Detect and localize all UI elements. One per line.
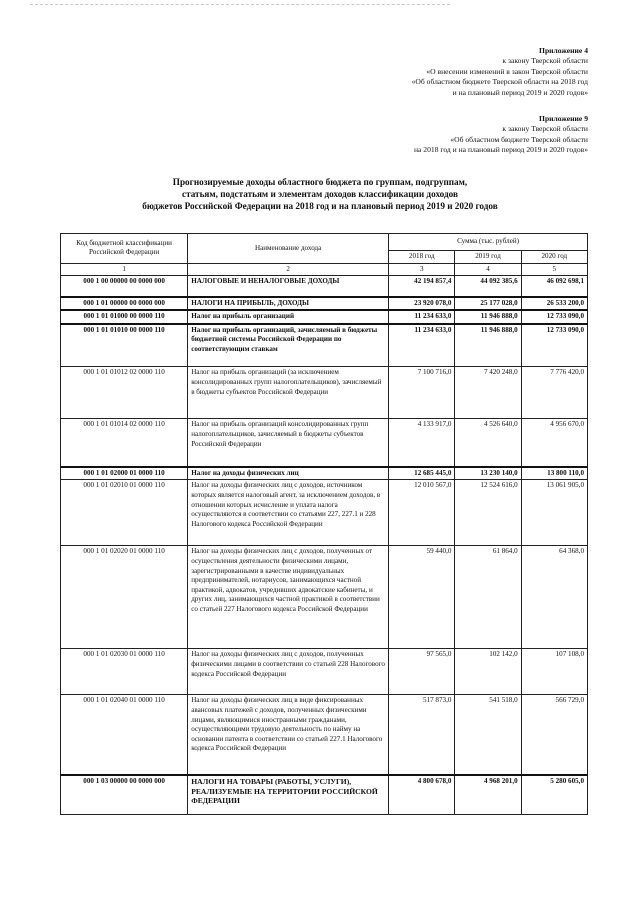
row-value-2018: 12 685 445,0: [389, 467, 455, 480]
title-line: бюджетов Российской Федерации на 2018 год и на плановый период 2019 и 2020 годов: [142, 201, 498, 212]
appendix-9-line: на 2018 год и на плановый период 2019 и 2020 годов»: [413, 145, 588, 155]
row-name: НАЛОГИ НА ПРИБЫЛЬ, ДОХОДЫ: [188, 297, 389, 311]
column-index: 3: [389, 263, 455, 276]
appendix-4-title: Приложение 4: [539, 46, 588, 55]
row-value-2019: 11 946 888,0: [455, 324, 521, 367]
row-value-2020: 13 061 905,0: [521, 480, 587, 546]
row-value-2020: 12 733 090,0: [521, 324, 587, 367]
row-name: Налог на доходы физических лиц с доходов, полученных физическими лицами в соответствии со статьей 228 Налогового кодекса Российской Федерации: [188, 649, 389, 695]
row-code: 000 1 01 01014 02 0000 110: [61, 419, 188, 467]
row-code: 000 1 01 01010 00 0000 110: [61, 324, 188, 367]
title-line: статьям, подстатьям и элементам доходов классификации доходов: [182, 189, 458, 200]
row-value-2018: 4 133 917,0: [389, 419, 455, 467]
row-value-2018: 11 234 633,0: [389, 310, 455, 324]
row-code: 000 1 01 02010 01 0000 110: [61, 480, 188, 546]
header-code: Код бюджетной классификации Российской Федерации: [61, 234, 188, 264]
row-code: 000 1 01 00000 00 0000 000: [61, 297, 188, 311]
appendix-4-line: к закону Тверской области: [502, 56, 588, 66]
table-row: [61, 367, 588, 419]
row-code: 000 1 00 00000 00 0000 000: [61, 276, 188, 297]
row-value-2018: 23 920 078,0: [389, 297, 455, 311]
appendix-9-line: к закону Тверской области: [502, 124, 588, 134]
header-year: 2020 год: [521, 251, 587, 264]
row-value-2020: 26 533 200,0: [521, 297, 587, 311]
row-value-2018: 11 234 633,0: [389, 324, 455, 367]
row-name: НАЛОГОВЫЕ И НЕНАЛОГОВЫЕ ДОХОДЫ: [188, 276, 389, 297]
header-sum: Сумма (тыс. рублей): [389, 234, 588, 251]
row-value-2019: 13 230 140,0: [455, 467, 521, 480]
table-header-row: [61, 234, 588, 251]
row-name: Налог на прибыль организаций: [188, 310, 389, 324]
table-row: [61, 480, 588, 546]
row-value-2018: 42 194 857,4: [389, 276, 455, 297]
row-value-2019: 4 968 201,0: [455, 775, 521, 815]
table-row: [61, 775, 588, 815]
row-name: Налог на доходы физических лиц: [188, 467, 389, 480]
appendix-4-block: [412, 46, 588, 98]
row-value-2020: 566 729,0: [521, 695, 587, 775]
row-value-2020: 13 800 110,0: [521, 467, 587, 480]
table-row: [61, 324, 588, 367]
row-value-2018: 517 873,0: [389, 695, 455, 775]
row-code: 000 1 01 02020 01 0000 110: [61, 546, 188, 649]
appendix-9-line: «Об областном бюджете Тверской области: [450, 134, 588, 144]
table-row: [61, 297, 588, 311]
row-name: Налог на доходы физических лиц в виде фиксированных авансовых платежей с доходов, полученных физическими лицами, являющимися иностранными гражданами, осуществляющими трудовую деятельность по найму на основании патента в соответствии со статьей 227.1 Налогового кодекса Российской Федерации: [188, 695, 389, 775]
column-index: 5: [521, 263, 587, 276]
document-title: [60, 176, 580, 213]
revenue-table: [60, 233, 588, 815]
table-row: [61, 467, 588, 480]
row-name: Налог на прибыль организаций консолидированных групп налогоплательщиков, зачисляемый в бюджеты субъектов Российской Федерации: [188, 419, 389, 467]
header-name: Наименование дохода: [188, 234, 389, 264]
row-value-2019: 4 526 640,0: [455, 419, 521, 467]
row-value-2020: 4 956 670,0: [521, 419, 587, 467]
row-value-2020: 5 280 605,0: [521, 775, 587, 815]
row-value-2019: 25 177 028,0: [455, 297, 521, 311]
row-value-2019: 12 524 616,0: [455, 480, 521, 546]
table-row: [61, 546, 588, 649]
row-value-2020: 46 092 698,1: [521, 276, 587, 297]
row-value-2018: 97 565,0: [389, 649, 455, 695]
row-code: 000 1 01 02030 01 0000 110: [61, 649, 188, 695]
row-value-2019: 541 518,0: [455, 695, 521, 775]
row-value-2019: 44 092 385,6: [455, 276, 521, 297]
row-code: 000 1 03 00000 00 0000 000: [61, 775, 188, 815]
table-row: [61, 649, 588, 695]
row-name: НАЛОГИ НА ТОВАРЫ (РАБОТЫ, УСЛУГИ), РЕАЛИЗУЕМЫЕ НА ТЕРРИТОРИИ РОССИЙСКОЙ ФЕДЕРАЦИИ: [188, 775, 389, 815]
table-row: [61, 276, 588, 297]
header-year: 2019 год: [455, 251, 521, 264]
row-value-2018: 4 800 678,0: [389, 775, 455, 815]
row-value-2020: 107 108,0: [521, 649, 587, 695]
row-name: Налог на доходы физических лиц с доходов, источником которых является налоговый агент, за исключением доходов, в отношении которых исчисление и уплата налога осуществляются в соответствии со статьями 227, 227.1 и 228 Налогового кодекса Российской Федерации: [188, 480, 389, 546]
row-name: Налог на прибыль организаций, зачисляемый в бюджеты бюджетной системы Российской Федерации по соответствующим ставкам: [188, 324, 389, 367]
table-row: [61, 419, 588, 467]
appendix-9-title: Приложение 9: [539, 114, 588, 123]
appendix-4-line: и на плановый период 2019 и 2020 годов»: [452, 87, 588, 97]
column-index-row: [61, 263, 588, 276]
header-year: 2018 год: [389, 251, 455, 264]
row-value-2019: 11 946 888,0: [455, 310, 521, 324]
row-code: 000 1 01 02000 01 0000 110: [61, 467, 188, 480]
row-value-2018: 7 100 716,0: [389, 367, 455, 419]
row-name: Налог на прибыль организаций (за исключением консолидированных групп налогоплательщиков), зачисляемый в бюджеты субъектов Российской Федерации: [188, 367, 389, 419]
column-index: 4: [455, 263, 521, 276]
table-row: [61, 310, 588, 324]
row-value-2020: 7 776 420,0: [521, 367, 587, 419]
scan-artifact-line: [30, 4, 450, 6]
column-index: 2: [188, 263, 389, 276]
row-value-2018: 59 440,0: [389, 546, 455, 649]
row-code: 000 1 01 01000 00 0000 110: [61, 310, 188, 324]
row-value-2019: 61 864,0: [455, 546, 521, 649]
appendix-4-line: «Об областном бюджете Тверской области на 2018 год: [411, 77, 588, 87]
appendix-9-block: [414, 114, 588, 156]
row-name: Налог на доходы физических лиц с доходов, полученных от осуществления деятельности физическими лицами, зарегистрированными в качестве индивидуальных предпринимателей, нотариусов, занимающихся частной практикой, адвокатов, учредивших адвокатские кабинеты, и других лиц, занимающихся частной практикой в соответствии со статьей 227 Налогового кодекса Российской Федерации: [188, 546, 389, 649]
row-value-2020: 12 733 090,0: [521, 310, 587, 324]
row-code: 000 1 01 02040 01 0000 110: [61, 695, 188, 775]
row-value-2019: 7 420 248,0: [455, 367, 521, 419]
row-value-2019: 102 142,0: [455, 649, 521, 695]
row-value-2020: 64 368,0: [521, 546, 587, 649]
row-value-2018: 12 010 567,0: [389, 480, 455, 546]
column-index: 1: [61, 263, 188, 276]
appendix-4-line: «О внесении изменений в закон Тверской области: [426, 66, 588, 76]
title-line: Прогнозируемые доходы областного бюджета по группам, подгруппам,: [172, 177, 468, 187]
table-row: [61, 695, 588, 775]
row-code: 000 1 01 01012 02 0000 110: [61, 367, 188, 419]
